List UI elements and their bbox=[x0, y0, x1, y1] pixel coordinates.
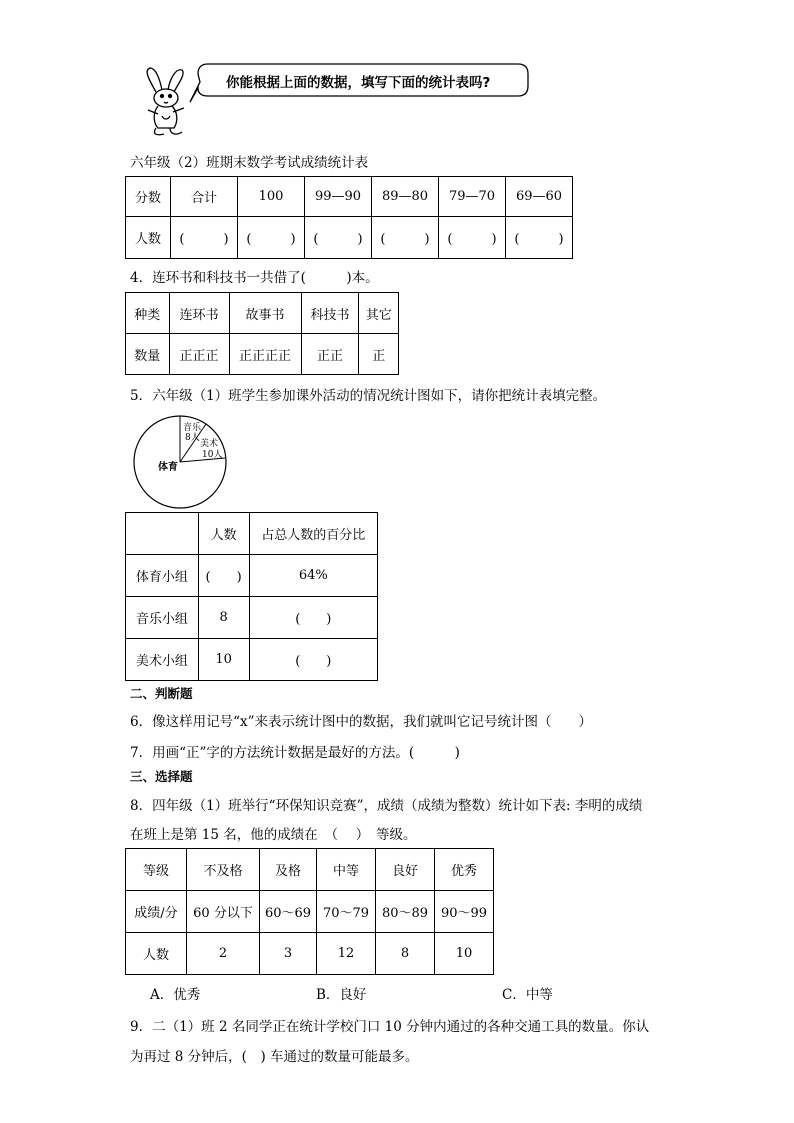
cell: 及格 bbox=[260, 849, 317, 891]
score-table bbox=[125, 176, 573, 259]
cell: 其它 bbox=[359, 293, 399, 334]
cell: 优秀 bbox=[435, 849, 494, 891]
answer-blank: ( ) bbox=[198, 555, 249, 597]
question-5: 5．六年级（1）班学生参加课外活动的情况统计图如下，请你把统计表填完整。 bbox=[130, 388, 607, 404]
cell: 69—60 bbox=[506, 177, 573, 217]
cell: 合计 bbox=[171, 177, 238, 217]
cell: 64% bbox=[249, 555, 377, 597]
cell: 种类 bbox=[126, 293, 170, 334]
cell: 人数 bbox=[198, 513, 249, 555]
table1-title: 六年级（2）班期末数学考试成绩统计表 bbox=[130, 155, 369, 171]
cell: 90～99 bbox=[435, 891, 494, 933]
option-b[interactable]: B．良好 bbox=[316, 987, 367, 1003]
section-2-title: 二、判断题 bbox=[130, 686, 193, 701]
grade-table bbox=[125, 848, 494, 975]
pie-sports-label: 体育 bbox=[158, 462, 178, 473]
question-9-line-2: 为再过 8 分钟后，( ) 车通过的数量可能最多。 bbox=[130, 1049, 419, 1065]
cell: 人数 bbox=[126, 933, 187, 975]
cell: 正 bbox=[359, 334, 399, 375]
cell: 分数 bbox=[126, 177, 171, 217]
cell: 79—70 bbox=[439, 177, 506, 217]
pie-music-count: 8人 bbox=[185, 433, 200, 443]
cell: 8 bbox=[198, 597, 249, 639]
pie-music-label: 音乐 bbox=[183, 423, 202, 433]
question-6: 6．像这样用记号“x”来表示统计图中的数据，我们就叫它记号统计图（ ） bbox=[130, 714, 593, 730]
pie-art-label: 美术 bbox=[200, 439, 219, 449]
cell: 良好 bbox=[376, 849, 435, 891]
cell: 2 bbox=[187, 933, 260, 975]
answer-blank: ( ) bbox=[506, 217, 573, 259]
activity-table bbox=[125, 512, 378, 681]
cell: 连环书 bbox=[169, 293, 229, 334]
cell: 12 bbox=[317, 933, 376, 975]
cell bbox=[126, 513, 199, 555]
cell: 8 bbox=[376, 933, 435, 975]
cell: 正正 bbox=[301, 334, 359, 375]
cell: 10 bbox=[435, 933, 494, 975]
option-a[interactable]: A．优秀 bbox=[150, 987, 201, 1003]
answer-blank: ( ) bbox=[249, 639, 377, 681]
question-9-line-1: 9．二（1）班 2 名同学正在统计学校门口 10 分钟内通过的各种交通工具的数量。你认 bbox=[130, 1019, 650, 1035]
activity-pie-chart bbox=[130, 412, 230, 512]
option-c[interactable]: C．中等 bbox=[502, 987, 553, 1003]
cell: 60～69 bbox=[260, 891, 317, 933]
cell: 科技书 bbox=[301, 293, 359, 334]
question-7: 7．用画“正”字的方法统计数据是最好的方法。( ) bbox=[130, 745, 460, 761]
cell: 100 bbox=[238, 177, 305, 217]
cell: 60 分以下 bbox=[187, 891, 260, 933]
section-3-title: 三、选择题 bbox=[130, 769, 193, 784]
cell: 成绩/分 bbox=[126, 891, 187, 933]
cell: 占总人数的百分比 bbox=[249, 513, 377, 555]
cell: 3 bbox=[260, 933, 317, 975]
cell: 正正正 bbox=[169, 334, 229, 375]
cell: 10 bbox=[198, 639, 249, 681]
cell: 70～79 bbox=[317, 891, 376, 933]
cell: 中等 bbox=[317, 849, 376, 891]
answer-blank: ( ) bbox=[305, 217, 372, 259]
answer-blank: ( ) bbox=[171, 217, 238, 259]
answer-blank: ( ) bbox=[249, 597, 377, 639]
question-4: 4．连环书和科技书一共借了( )本。 bbox=[130, 270, 379, 286]
answer-blank: ( ) bbox=[439, 217, 506, 259]
speech-bubble-text: 你能根据上面的数据，填写下面的统计表吗? bbox=[226, 75, 491, 91]
cell: 故事书 bbox=[229, 293, 301, 334]
cell: 正正正正 bbox=[229, 334, 301, 375]
cell: 体育小组 bbox=[126, 555, 199, 597]
cell: 80～89 bbox=[376, 891, 435, 933]
cell: 美术小组 bbox=[126, 639, 199, 681]
cell: 99—90 bbox=[305, 177, 372, 217]
cell: 数量 bbox=[126, 334, 170, 375]
cell: 人数 bbox=[126, 217, 171, 259]
cell: 音乐小组 bbox=[126, 597, 199, 639]
question-8-line-1: 8．四年级（1）班举行“环保知识竞赛”，成绩（成绩为整数）统计如下表: 李明的成绩 bbox=[130, 798, 643, 814]
cell: 不及格 bbox=[187, 849, 260, 891]
book-table bbox=[125, 292, 399, 375]
cell: 89—80 bbox=[372, 177, 439, 217]
cell: 等级 bbox=[126, 849, 187, 891]
question-8-line-2: 在班上是第 15 名，他的成绩在 （ ） 等级。 bbox=[130, 827, 417, 843]
answer-blank: ( ) bbox=[238, 217, 305, 259]
answer-blank: ( ) bbox=[372, 217, 439, 259]
pie-art-count: 10人 bbox=[202, 450, 223, 460]
